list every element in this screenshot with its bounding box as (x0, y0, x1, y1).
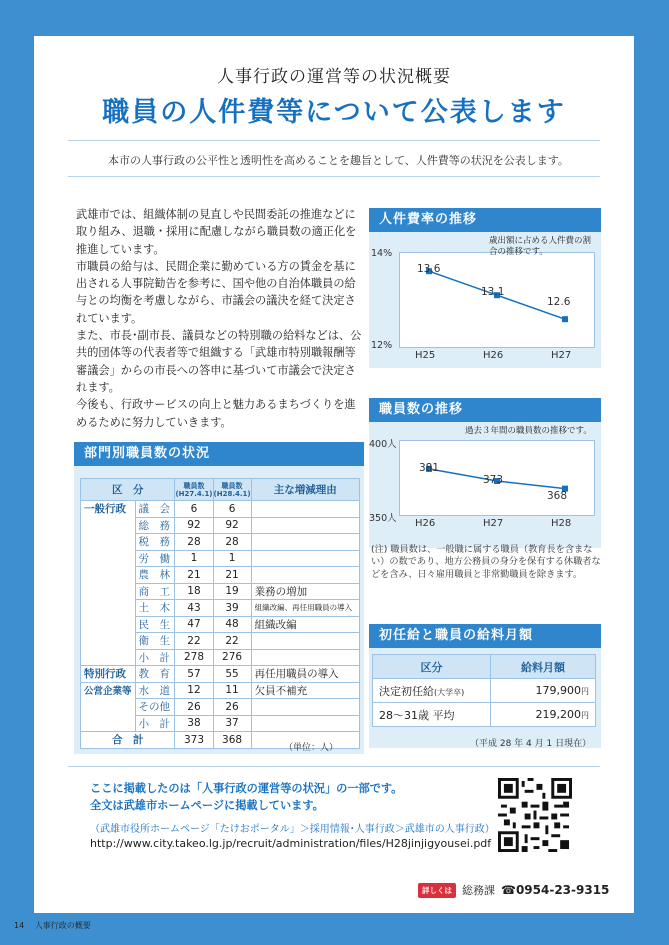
table-row (81, 666, 360, 683)
cell-reason: 業務の増加 (251, 583, 359, 600)
row-label: 民 生 (135, 616, 175, 633)
data-label: 13.6 (417, 263, 441, 275)
salary-amount (491, 679, 596, 703)
row-label: 土 木 (135, 600, 175, 617)
cell-reason (251, 550, 359, 567)
cell-h27: 21 (175, 567, 213, 584)
cell-h28: 21 (213, 567, 251, 584)
dept-table-heading: 部門別職員数の状況 (74, 442, 364, 466)
table-unit-note: （単位：人） (284, 743, 339, 753)
salary-amount-value: 219,200 (535, 708, 581, 721)
row-label: 小 計 (135, 649, 175, 666)
data-label: 368 (547, 490, 568, 502)
body-paragraph: 市職員の給与は、民間企業に勤めている方の賃金を基に出される人事院勧告を参考に、国や他の自治体職員の給与との均衡を考慮しながら、市議会の議決を経て決定されています。 (76, 259, 356, 325)
cell-h28: 6 (213, 501, 251, 518)
cell-h28: 22 (213, 633, 251, 650)
salary-amount-value: 179,900 (535, 684, 581, 697)
salary-label-small: (大学卒) (434, 687, 465, 697)
cell-h27: 38 (175, 715, 213, 732)
col-header-division: 区 分 (81, 479, 175, 501)
cell-reason: 組織改編 (251, 616, 359, 633)
row-label: 小 計 (135, 715, 175, 732)
category-public-enterprise: 公営企業等 (81, 682, 136, 732)
body-paragraph: 今後も、行政サービスの向上と魅力あるまちづくりを進めるために努力していきます。 (76, 398, 356, 429)
contact-info (418, 882, 609, 898)
body-text (76, 206, 364, 431)
bottom-note-line2: 全文は武雄市ホームページに掲載しています。 (90, 799, 324, 812)
row-label: 総 務 (135, 517, 175, 534)
cell-h27: 26 (175, 699, 213, 716)
table-header-row (373, 655, 596, 679)
salary-label-text: 28～31歳 平均 (379, 708, 455, 722)
table-row (81, 682, 360, 699)
cell-h27: 28 (175, 534, 213, 551)
col-header-h28-date: (H28.4.1) (213, 489, 251, 498)
row-label: 議 会 (135, 501, 175, 518)
row-label: 労 働 (135, 550, 175, 567)
total-label: 合 計 (81, 732, 175, 749)
salary-amount-unit: 円 (581, 711, 589, 720)
personnel-cost-heading: 人件費率の推移 (369, 208, 601, 232)
cell-reason (251, 534, 359, 551)
personnel-cost-panel (369, 208, 601, 368)
salary-date-note: （平成 28 年 4 月 1 日現在） (470, 739, 592, 749)
cell-reason (251, 649, 359, 666)
dept-staff-table (80, 478, 360, 749)
personnel-cost-note: 歳出額に占める人件費の割合の推移です。 (489, 236, 592, 257)
staff-count-footnote: (注) 職員数は、一般職に属する職員（教育長を含まない）の数であり、地方公務員の身分を保有する休職者などを含み、日々雇用職員と非常勤職員を除きます。 (371, 544, 601, 580)
y-axis-top-label: 400人 (369, 439, 397, 450)
x-axis-tick-label: H25 (415, 350, 436, 361)
staff-count-panel (369, 398, 601, 548)
x-axis-tick-label: H26 (483, 350, 504, 361)
cell-reason (251, 567, 359, 584)
x-axis-tick-label: H27 (551, 350, 572, 361)
cell-reason (251, 633, 359, 650)
cell-h28: 28 (213, 534, 251, 551)
cell-reason (251, 715, 359, 732)
contact-phone: ☎0954-23-9315 (501, 883, 610, 897)
cell-reason: 再任用職員の導入 (251, 666, 359, 683)
salary-row-label (373, 703, 491, 727)
col-header-h27 (175, 479, 213, 501)
row-label: 農 林 (135, 567, 175, 584)
cell-h27: 57 (175, 666, 213, 683)
cell-h27: 18 (175, 583, 213, 600)
row-label: 教 育 (135, 666, 175, 683)
data-label: 13.1 (481, 286, 505, 298)
row-label: 税 務 (135, 534, 175, 551)
cell-reason: 組織改編、再任用職員の導入 (251, 600, 359, 617)
category-general: 一般行政 (81, 501, 136, 666)
body-paragraph: 武雄市では、組織体制の見直しや民間委託の推進などに取り組み、退職・採用に配慮しながら職員数の適正化を推進しています。 (76, 208, 357, 256)
x-axis-tick-label: H27 (483, 518, 504, 529)
cell-h27: 6 (175, 501, 213, 518)
salary-heading: 初任給と職員の給料月額 (369, 624, 601, 648)
row-label: 商 工 (135, 583, 175, 600)
cell-h28: 276 (213, 649, 251, 666)
col-header-h28-title: 職員数 (221, 481, 243, 490)
data-point (562, 316, 568, 322)
cell-h27: 278 (175, 649, 213, 666)
data-label: 373 (483, 474, 504, 486)
divider (68, 766, 600, 767)
data-label: 381 (419, 462, 440, 474)
cell-reason (251, 699, 359, 716)
y-axis-bottom-label: 350人 (369, 513, 397, 524)
category-special: 特別行政 (81, 666, 136, 683)
table-row (81, 501, 360, 518)
salary-table (372, 654, 596, 727)
qr-code-icon (498, 778, 572, 852)
cell-h27: 1 (175, 550, 213, 567)
pdf-url-link[interactable]: http://www.city.takeo.lg.jp/recruit/administration/files/H28jinjigyousei.pdf (90, 837, 492, 850)
cell-h27: 47 (175, 616, 213, 633)
table-header-row (81, 479, 360, 501)
page-title: 職員の人件費等について公表します (102, 97, 566, 128)
cell-h28: 48 (213, 616, 251, 633)
cell-h28: 11 (213, 682, 251, 699)
cell-h28: 1 (213, 550, 251, 567)
total-h27: 373 (175, 732, 213, 749)
col-header-h27-title: 職員数 (183, 481, 205, 490)
col-header-reason: 主な増減理由 (251, 479, 359, 501)
page-subtitle: 人事行政の運営等の状況概要 (217, 67, 451, 87)
x-axis-tick-label: H26 (415, 518, 436, 529)
footer-section: 人事行政の概要 (34, 921, 91, 930)
y-axis-bottom-label: 12% (371, 340, 393, 351)
intro-text: 本市の人事行政の公平性と透明性を高めることを趣旨として、人件費等の状況を公表します。 (108, 154, 569, 167)
cell-h28: 26 (213, 699, 251, 716)
divider (68, 176, 600, 177)
website-path: （武雄市役所ホームページ「たけおポータル」＞採用情報･人事行政＞武雄市の人事行政） (90, 824, 495, 835)
document-page (34, 36, 634, 913)
x-axis-tick-label: H28 (551, 518, 572, 529)
cell-reason (251, 501, 359, 518)
cell-h28: 39 (213, 600, 251, 617)
row-label: 水 道 (135, 682, 175, 699)
col-header-amount: 給料月額 (491, 655, 596, 679)
y-axis-top-label: 14% (371, 248, 393, 259)
col-header-h28 (213, 479, 251, 501)
col-header-division: 区分 (373, 655, 491, 679)
col-header-h27-date: (H27.4.1) (175, 489, 213, 498)
row-label: 衛 生 (135, 633, 175, 650)
cell-h28: 92 (213, 517, 251, 534)
contact-dept: 総務課 (462, 884, 495, 897)
cell-h27: 43 (175, 600, 213, 617)
table-row (373, 703, 596, 727)
cell-h28: 37 (213, 715, 251, 732)
staff-count-heading: 職員数の推移 (369, 398, 601, 422)
cell-h27: 22 (175, 633, 213, 650)
cell-h27: 12 (175, 682, 213, 699)
salary-label-text: 決定初任給 (379, 684, 434, 698)
staff-count-note: 過去３年間の職員数の推移です。 (465, 426, 592, 436)
page-number: 14 (14, 921, 25, 930)
total-h28: 368 (213, 732, 251, 749)
divider (68, 140, 600, 141)
cell-reason: 欠員不補充 (251, 682, 359, 699)
page-footer (14, 920, 91, 931)
cell-reason (251, 517, 359, 534)
cell-h28: 19 (213, 583, 251, 600)
table-row (373, 679, 596, 703)
body-paragraph: また、市長･副市長、議員などの特別職の給料などは、公共的団体等の代表者等で組織する「武雄市特別職報酬等審議会」からの市長への答申に基づいて市議会で決定されます。 (76, 329, 362, 394)
details-badge: 詳しくは (418, 883, 456, 898)
bottom-note-line1: ここに掲載したのは「人事行政の運営等の状況」の一部です。 (90, 782, 403, 795)
cell-h28: 55 (213, 666, 251, 683)
cell-h27: 92 (175, 517, 213, 534)
salary-row-label (373, 679, 491, 703)
row-label: その他 (135, 699, 175, 716)
salary-amount (491, 703, 596, 727)
data-label: 12.6 (547, 296, 571, 308)
salary-amount-unit: 円 (581, 687, 589, 696)
